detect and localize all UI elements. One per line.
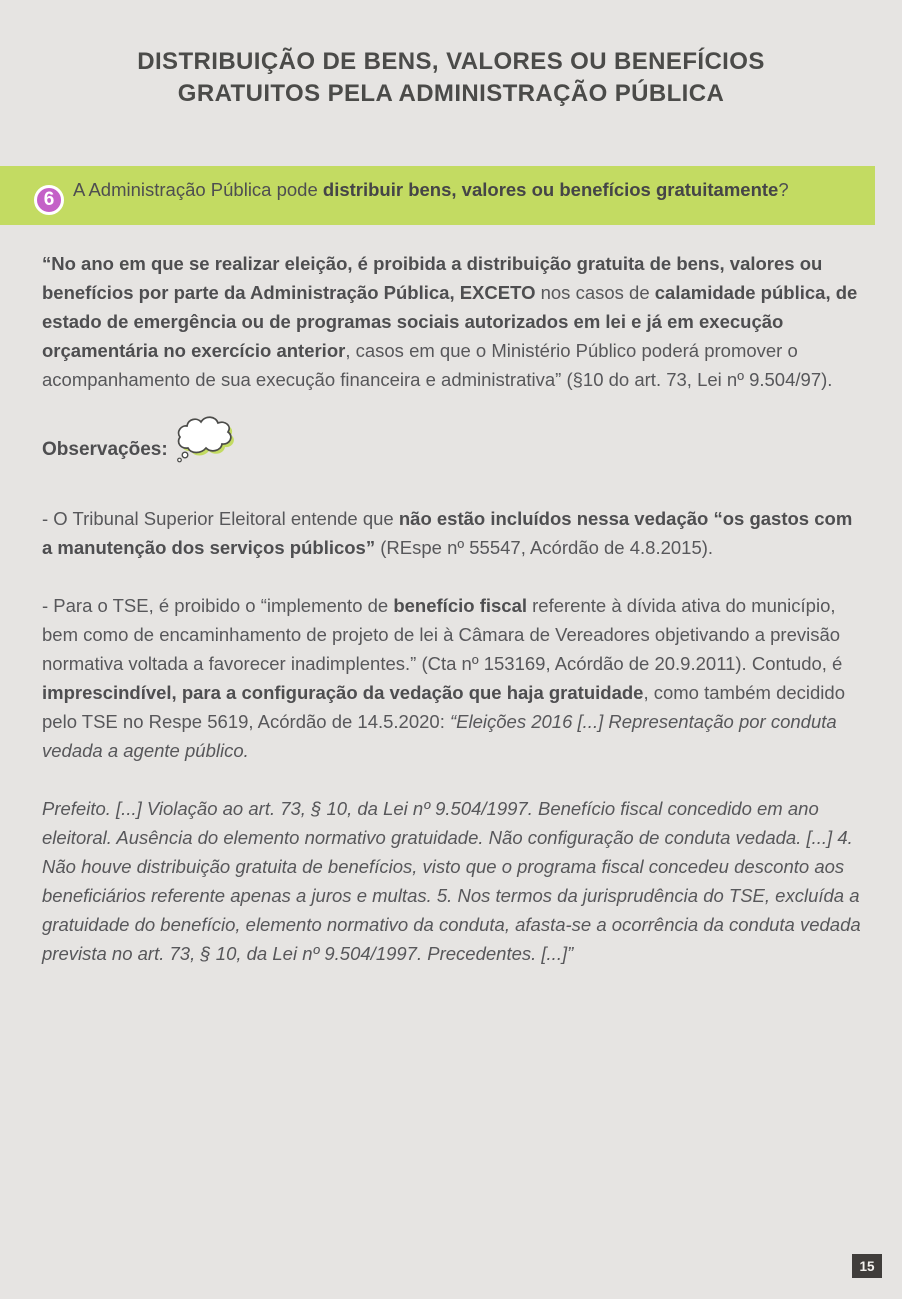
page-number-badge: 15	[852, 1254, 882, 1278]
paragraph-decision-quote: Prefeito. [...] Violação ao art. 73, § 10, da Lei nº 9.504/1997. Benefício fiscal concedido em ano eleitoral. Ausência do elemento normativo gratuidade. Não configuração de conduta vedada. [...] 4. Não houve distribuição gratuita de benefícios, visto que o programa fiscal concedeu desconto aos beneficiários referente apenas a juros e multas. 5. Nos termos da jurisprudência do TSE, excluída a gratuidade do benefício, elemento normativo da conduta, afasta-se a ocorrência da conduta vedada prevista no art. 73, § 10, da Lei nº 9.504/1997. Precedentes. [...]”	[42, 798, 861, 964]
observations-heading-row	[0, 420, 902, 464]
question-text-suffix: ?	[778, 179, 789, 200]
paragraph-tse-services: - O Tribunal Superior Eleitoral entende que não estão incluídos nessa vedação “os gastos com a manutenção dos serviços públicos” (REspe nº 55547, Acórdão de 4.8.2015).	[42, 508, 853, 558]
paragraph-law-quote: “No ano em que se realizar eleição, é proibida a distribuição gratuita de bens, valores ou benefícios por parte da Administração Pública, EXCETO nos casos de calamidade pública, de estado de emergência ou de programas sociais autorizados em lei e já em execução orçamentária no exercício anterior, casos em que o Ministério Público poderá promover o acompanhamento de sua execução financeira e administrativa” (§10 do art. 73, Lei nº 9.504/97).	[42, 253, 858, 390]
question-number: 6	[43, 189, 55, 210]
paragraph-tse-fiscal: - Para o TSE, é proibido o “implemento de benefício fiscal referente à dívida ativa do município, bem como de encaminhamento de projeto de lei à Câmara de Vereadores objetivando a previsão normativa voltada a favorecer inadimplentes.” (Cta nº 153169, Acórdão de 20.9.2011). Contudo, é imprescindível, para a configuração da vedação que haja gratuidade, como também decidido pelo TSE no Respe 5619, Acórdão de 14.5.2020: “Eleições 2016 [...] Representação por conduta vedada a agente público.	[42, 595, 845, 761]
question-text	[73, 179, 789, 200]
page-title-line1: DISTRIBUIÇÃO DE BENS, VALORES OU BENEFÍCIOS	[137, 48, 765, 75]
page-title	[0, 0, 902, 110]
thought-bubble-icon	[174, 415, 238, 470]
page-title-line2: GRATUITOS PELA ADMINISTRAÇÃO PÚBLICA	[177, 80, 725, 107]
question-text-regular: A Administração Pública pode	[73, 179, 323, 200]
question-number-badge	[34, 185, 64, 215]
question-bar	[0, 166, 875, 225]
observations-heading: Observações:	[42, 439, 168, 460]
question-text-bold: distribuir bens, valores ou benefícios gratuitamente	[322, 179, 779, 200]
